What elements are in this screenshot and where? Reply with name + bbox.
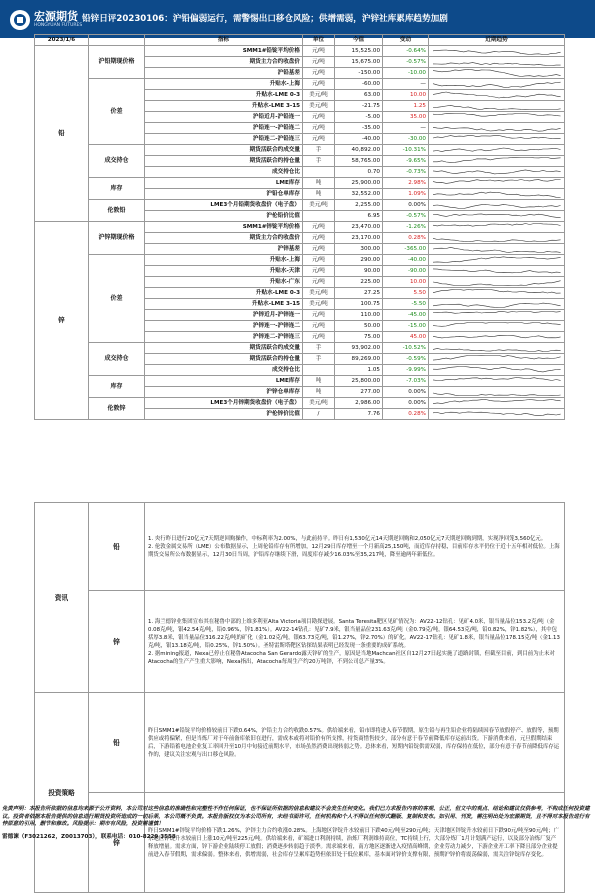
value-cell: 40,892.00 — [335, 144, 383, 155]
change-cell: 10.00 — [383, 89, 429, 100]
trend-line — [433, 289, 561, 293]
unit-cell: 美元/吨 — [303, 89, 335, 100]
news-zinc-item: 1. 海兰德锌业集团宣布其在秘鲁中部的上维多利亚Alta Victoria项目勘探进展。Santa Teresita靶区见矿情况为：AV22-12钻孔：见矿4.0米，银当量品位153.2克/吨（金0.08克/吨，银42.54克/吨，铅0.96%，锌1.81%）。AV22-14钻孔：见矿7.9米，银当量品位231.63克/吨（金0.79克/吨，银64.53克/吨，铅0.82%，锌1.82%），其中包括厚3.8米，银当量品位316.22克/吨的矿化（金1.02克/吨，银63.73克/吨，铅1.27%，锌2.70%）的矿化。AV22-17钻孔：见矿1.8米，银当量品位178.15克/吨（金1.13克/吨，银13.18克/吨，铅0.25%，锌1.50%）。圣特雷斯塔靶区钻探结果表明已经发现一条重要的成矿系统。 — [148, 618, 560, 649]
group-label: 伦敦铅 — [89, 199, 145, 221]
unit-cell: 元/吨 — [303, 221, 335, 232]
trend-cell — [429, 265, 565, 276]
value-cell: 32,552.00 — [335, 188, 383, 199]
unit-cell: 元/吨 — [303, 265, 335, 276]
trend-sparkline — [429, 156, 565, 166]
unit-cell: 元/吨 — [303, 133, 335, 144]
change-cell: -10.52% — [383, 342, 429, 353]
indicator-name: 升贴水-LME 0-3 — [145, 89, 303, 100]
change-cell: 2.98% — [383, 177, 429, 188]
trend-line — [433, 62, 561, 65]
value-cell: 2,986.00 — [335, 397, 383, 408]
unit-cell: 元/吨 — [303, 320, 335, 331]
trend-cell — [429, 254, 565, 265]
company-name-cn: 宏源期货 — [34, 10, 78, 23]
company-logo — [10, 9, 82, 31]
trend-cell — [429, 397, 565, 408]
indicator-name: 成交持仓比 — [145, 364, 303, 375]
table-row — [35, 254, 565, 265]
group-label: 伦敦锌 — [89, 397, 145, 419]
trend-line — [433, 377, 561, 380]
trend-cell — [429, 89, 565, 100]
trend-line — [433, 179, 561, 183]
indicator-name: 沪铅近月-沪铅连一 — [145, 111, 303, 122]
value-cell: 58,765.00 — [335, 155, 383, 166]
unit-cell: 美元/吨 — [303, 199, 335, 210]
change-cell: -1.26% — [383, 221, 429, 232]
indicator-name: SMM1#锌锭平均价格 — [145, 221, 303, 232]
trend-cell — [429, 45, 565, 56]
unit-cell: 元/吨 — [303, 122, 335, 133]
unit-cell: 吨 — [303, 177, 335, 188]
value-cell: 6.95 — [335, 210, 383, 221]
value-cell: 27.25 — [335, 287, 383, 298]
trend-line — [433, 214, 561, 217]
unit-cell: 美元/吨 — [303, 397, 335, 408]
indicator-name: 期货活跃合约成交量 — [145, 144, 303, 155]
trend-sparkline — [429, 376, 565, 386]
trend-cell — [429, 166, 565, 177]
trend-line — [433, 269, 561, 273]
table-row — [35, 78, 565, 89]
unit-cell: 元/吨 — [303, 254, 335, 265]
change-cell: -365.00 — [383, 243, 429, 254]
trend-line — [433, 303, 561, 307]
indicator-name: 沪伦锌价比值 — [145, 408, 303, 419]
value-cell: -60.00 — [335, 78, 383, 89]
trend-sparkline — [429, 233, 565, 243]
trend-cell — [429, 221, 565, 232]
unit-cell: 元/吨 — [303, 78, 335, 89]
unit-cell — [303, 166, 335, 177]
trend-line — [433, 238, 561, 241]
value-cell: -21.75 — [335, 100, 383, 111]
metal-label-zinc: 锌 — [35, 221, 89, 419]
indicator-name: 沪锌仓单库存 — [145, 386, 303, 397]
change-cell: — — [383, 122, 429, 133]
trend-cell — [429, 111, 565, 122]
trend-line — [433, 281, 561, 286]
news-lead-text — [145, 503, 565, 591]
value-cell: 25,900.00 — [335, 177, 383, 188]
news-lead-item: 1. 央行昨日进行20亿元7天期逆回购操作，中标利率为2.00%，与此前持平。昨日有1,530亿元14天期逆回购和2,050亿元7天期逆回购到期，实现净回笼3,560亿元。 — [148, 535, 547, 542]
indicator-name: 期货活跃合约成交量 — [145, 342, 303, 353]
trend-cell — [429, 408, 565, 419]
unit-cell: 手 — [303, 342, 335, 353]
indicator-name: 期货主力合约收盘价 — [145, 232, 303, 243]
indicator-name: 沪铅连一-沪铅连二 — [145, 122, 303, 133]
value-cell: -150.00 — [335, 67, 383, 78]
group-label: 库存 — [89, 177, 145, 199]
news-zinc-row — [35, 591, 565, 693]
market-data-table — [34, 34, 565, 420]
group-label: 沪锌期现价格 — [89, 221, 145, 254]
trend-cell — [429, 364, 565, 375]
trend-cell — [429, 232, 565, 243]
change-cell: -5.50 — [383, 298, 429, 309]
trend-sparkline — [429, 310, 565, 320]
indicator-name: 沪锌近月-沪锌连一 — [145, 309, 303, 320]
value-cell: 23,470.00 — [335, 221, 383, 232]
change-cell: -7.03% — [383, 375, 429, 386]
trend-line — [433, 322, 561, 326]
group-label: 成交持仓 — [89, 144, 145, 177]
trend-cell — [429, 144, 565, 155]
change-cell: -45.00 — [383, 309, 429, 320]
trend-line — [433, 223, 561, 226]
group-label: 价差 — [89, 78, 145, 144]
change-cell: 0.00% — [383, 386, 429, 397]
unit-cell: 吨 — [303, 386, 335, 397]
indicator-name: LME3个月铅期货收盘价（电子盘） — [145, 199, 303, 210]
trend-sparkline — [429, 101, 565, 111]
trend-sparkline — [429, 321, 565, 331]
trend-cell — [429, 100, 565, 111]
trend-sparkline — [429, 46, 565, 56]
report-header — [0, 0, 595, 38]
trend-sparkline — [429, 387, 565, 397]
indicator-name: LME3个月锌期货收盘价（电子盘） — [145, 397, 303, 408]
trend-sparkline — [429, 68, 565, 78]
unit-cell: 元/吨 — [303, 67, 335, 78]
indicator-name: 期货活跃合约持仓量 — [145, 353, 303, 364]
trend-cell — [429, 298, 565, 309]
unit-cell: 美元/吨 — [303, 298, 335, 309]
trend-cell — [429, 199, 565, 210]
indicator-name: 沪铅连二-沪铅连三 — [145, 133, 303, 144]
change-cell: 0.00% — [383, 199, 429, 210]
group-label: 库存 — [89, 375, 145, 397]
news-zinc-text — [145, 591, 565, 693]
trend-sparkline — [429, 79, 565, 89]
strategy-zinc-label: 锌 — [89, 793, 145, 893]
header-unit: 单位 — [303, 35, 335, 46]
indicator-name: 沪铅仓单库存 — [145, 188, 303, 199]
strategy-section-label: 投资策略 — [35, 693, 89, 893]
empty-header-cell — [89, 35, 145, 46]
trend-cell — [429, 177, 565, 188]
table-row — [35, 45, 565, 56]
indicator-name: 沪锌连一-沪锌连二 — [145, 320, 303, 331]
unit-cell: 元/吨 — [303, 243, 335, 254]
indicator-name: 升贴水-天津 — [145, 265, 303, 276]
trend-line — [433, 399, 561, 403]
trend-cell — [429, 133, 565, 144]
indicator-name: 期货活跃合约持仓量 — [145, 155, 303, 166]
trend-sparkline — [429, 123, 565, 133]
indicator-name: 升贴水-LME 3-15 — [145, 100, 303, 111]
change-cell: — — [383, 78, 429, 89]
trend-cell — [429, 243, 565, 254]
trend-line — [433, 157, 561, 162]
trend-line — [433, 148, 561, 152]
trend-line — [433, 192, 561, 197]
group-label: 成交持仓 — [89, 342, 145, 375]
change-cell: -40.00 — [383, 254, 429, 265]
trend-sparkline — [429, 354, 565, 364]
value-cell: 110.00 — [335, 309, 383, 320]
trend-line — [433, 105, 561, 109]
trend-sparkline — [429, 343, 565, 353]
trend-line — [433, 348, 561, 351]
value-cell: 1.05 — [335, 364, 383, 375]
news-zinc-item: 2. 据mining报道，Nexa已停止在秘鲁Atacocha San Gerardo露天锌矿的生产，原因是当地Machcan社区自12月27日起实施了道路封锁，但截至目前，到目前为止未对Atacocha的生产产生重大影响，Nexa指出，Atacocha每周生产约20万吨锌，不到公司总产量3%。 — [148, 650, 555, 665]
table-row — [35, 342, 565, 353]
change-cell: 35.00 — [383, 111, 429, 122]
value-cell: 63.00 — [335, 89, 383, 100]
table-row — [35, 199, 565, 210]
change-cell: -90.00 — [383, 265, 429, 276]
trend-cell — [429, 210, 565, 221]
value-cell: 90.00 — [335, 265, 383, 276]
change-cell: 0.28% — [383, 232, 429, 243]
news-lead-row — [35, 503, 565, 591]
trend-sparkline — [429, 145, 565, 155]
change-cell: -9.65% — [383, 155, 429, 166]
value-cell: 93,902.00 — [335, 342, 383, 353]
report-title: 铅锌日评20230106：沪铅偏弱运行，需警惕出口移仓风险；供增需弱，沪锌社库累库趋势加剧 — [82, 14, 448, 24]
indicator-name: 升贴水-广东 — [145, 276, 303, 287]
value-cell: 2,255.00 — [335, 199, 383, 210]
trend-line — [433, 127, 561, 131]
unit-cell: 元/吨 — [303, 331, 335, 342]
unit-cell: 元/吨 — [303, 56, 335, 67]
indicator-name: 成交持仓比 — [145, 166, 303, 177]
trend-line — [433, 113, 561, 116]
trend-cell — [429, 78, 565, 89]
table-row — [35, 397, 565, 408]
value-cell: 225.00 — [335, 276, 383, 287]
trend-cell — [429, 276, 565, 287]
table-header-row — [35, 35, 565, 46]
change-cell: -10.00 — [383, 67, 429, 78]
trend-line — [433, 170, 561, 174]
change-cell: -0.64% — [383, 45, 429, 56]
change-cell: 10.00 — [383, 276, 429, 287]
trend-sparkline — [429, 134, 565, 144]
value-cell: 290.00 — [335, 254, 383, 265]
value-cell: 300.00 — [335, 243, 383, 254]
indicator-name: 沪伦铅价比值 — [145, 210, 303, 221]
news-lead-item: 2. 伦敦金属交易所（LME）公布数据显示，上周伦铅库存有所增加，12月29日库存增至一个月新高25,150吨，而近库存持稳，目前库存水平仍位于近十五年相对低位。上海期货交易所公布数据显示，12月30日当周，沪铅库存继续下滑，周度库存减少16.03%至35,217吨，降至逾两年新低位。 — [148, 543, 560, 558]
unit-cell: 元/吨 — [303, 276, 335, 287]
trend-cell — [429, 386, 565, 397]
value-cell: 0.70 — [335, 166, 383, 177]
change-cell: 45.00 — [383, 331, 429, 342]
trend-cell — [429, 67, 565, 78]
trend-sparkline — [429, 266, 565, 276]
trend-sparkline — [429, 255, 565, 265]
news-lead-label: 铅 — [89, 503, 145, 591]
value-cell: 100.75 — [335, 298, 383, 309]
date-cell: 2023/1/6 — [35, 35, 89, 46]
change-cell: -0.73% — [383, 166, 429, 177]
trend-cell — [429, 331, 565, 342]
trend-sparkline — [429, 200, 565, 210]
group-label: 沪铅期现价格 — [89, 45, 145, 78]
change-cell: -0.57% — [383, 56, 429, 67]
table-row — [35, 144, 565, 155]
disclaimer: 免责声明：本报告所依据的信息均来源于公开资料，本公司对这些信息的准确性和完整性不作任何保证，也不保证所依据的信息和建议不会发生任何变化。我们已力求报告内容的客观、公正，但文中的观点、结论和建议仅供参考，不构成任何投资建议。投资者依据本报告提供的信息进行期货投资所造成的一切后果，本公司概不负责。本报告版权仅为本公司所有，未经书面许可，任何机构和个人不得以任何形式翻版、复制和发布。如引用、刊发，需注明出处为宏源期货，且不得对本报告进行有悖原意的引用、删节和修改。风险提示：期市有风险，投资需谨慎！ — [2, 806, 590, 828]
change-cell: 0.00% — [383, 397, 429, 408]
trend-cell — [429, 155, 565, 166]
indicator-name: 升贴水-上海 — [145, 254, 303, 265]
unit-cell: 手 — [303, 353, 335, 364]
trend-sparkline — [429, 222, 565, 232]
trend-sparkline — [429, 178, 565, 188]
value-cell: 50.00 — [335, 320, 383, 331]
news-section-label: 资讯 — [35, 503, 89, 693]
value-cell: 7.76 — [335, 408, 383, 419]
change-cell: 0.28% — [383, 408, 429, 419]
company-name-en: HONGYUAN FUTURES — [34, 23, 83, 28]
trend-line — [433, 92, 561, 98]
trend-sparkline — [429, 57, 565, 67]
unit-cell: 元/吨 — [303, 309, 335, 320]
header-change: 变动 — [383, 35, 429, 46]
unit-cell: 手 — [303, 144, 335, 155]
value-cell: 23,170.00 — [335, 232, 383, 243]
change-cell: -0.59% — [383, 353, 429, 364]
trend-sparkline — [429, 167, 565, 177]
value-cell: 15,675.00 — [335, 56, 383, 67]
trend-sparkline — [429, 409, 565, 419]
change-cell: -0.57% — [383, 210, 429, 221]
value-cell: -40.00 — [335, 133, 383, 144]
value-cell: -35.00 — [335, 122, 383, 133]
trend-sparkline — [429, 332, 565, 342]
strategy-lead-row — [35, 693, 565, 793]
indicator-name: 升贴水-LME 0-3 — [145, 287, 303, 298]
trend-cell — [429, 122, 565, 133]
change-cell: -10.31% — [383, 144, 429, 155]
change-cell: 5.50 — [383, 287, 429, 298]
strategy-lead-label: 铅 — [89, 693, 145, 793]
trend-line — [433, 69, 561, 76]
change-cell: -9.99% — [383, 364, 429, 375]
value-cell: 75.00 — [335, 331, 383, 342]
strategy-zinc-text: 昨日SMM1#锌锭平均价格下跌1.26%，沪锌主力合约收涨0.28%。上海地区锌锭升水较前日下跌40元/吨至290元/吨；天津地区锌锭升水较前日下跌90元/吨至90元/吨；广东地区锌锭升水较前日上涨10元/吨至225元/吨。供给端来看，矿端进口利润持续，治炼厂利润维持高位，TC持续上行，大部分炼厂1月计划满产运行，以及部分冶炼厂复产释放增量。需求方面，锌下游企业陆续停工放假；消费逐步转弱趋于淡季。需求端来看，南方地区逐渐进入疫情高峰期，企业劳动力减少，下游企业开工率下降且部分企业提前进入春节假期，需求偏弱。整体来看，供增需弱，社会库存呈累库趋势但依旧处于低位累库，基本面对锌价支撑有限，预期沪锌价将震荡偏弱，需关注锌锭库存变化。 — [145, 793, 565, 893]
unit-cell: 吨 — [303, 188, 335, 199]
change-cell: 1.09% — [383, 188, 429, 199]
trend-line — [433, 135, 561, 138]
trend-sparkline — [429, 189, 565, 199]
trend-cell — [429, 287, 565, 298]
indicator-name: LME库存 — [145, 375, 303, 386]
trend-cell — [429, 320, 565, 331]
trend-line — [433, 257, 561, 263]
trend-line — [433, 204, 561, 208]
trend-cell — [429, 375, 565, 386]
trend-sparkline — [429, 299, 565, 309]
change-cell: -30.00 — [383, 133, 429, 144]
change-cell: 1.25 — [383, 100, 429, 111]
trend-sparkline — [429, 288, 565, 298]
trend-sparkline — [429, 398, 565, 408]
indicator-name: 升贴水-LME 3-15 — [145, 298, 303, 309]
indicator-name: 期货主力合约收盘价 — [145, 56, 303, 67]
trend-cell — [429, 188, 565, 199]
table-row — [35, 177, 565, 188]
trend-line — [433, 393, 561, 396]
table-row — [35, 221, 565, 232]
trend-cell — [429, 56, 565, 67]
indicator-name: 沪铅基差 — [145, 67, 303, 78]
trend-cell — [429, 342, 565, 353]
header-today: 今值 — [335, 35, 383, 46]
trend-sparkline — [429, 112, 565, 122]
news-zinc-label: 锌 — [89, 591, 145, 693]
value-cell: -5.00 — [335, 111, 383, 122]
group-label: 价差 — [89, 254, 145, 342]
trend-line — [433, 412, 561, 416]
trend-cell — [429, 309, 565, 320]
indicator-name: 沪锌基差 — [145, 243, 303, 254]
unit-cell — [303, 364, 335, 375]
unit-cell: 手 — [303, 155, 335, 166]
logo-icon — [10, 10, 30, 30]
metal-label-lead: 铅 — [35, 45, 89, 221]
trend-line — [433, 355, 561, 360]
trend-sparkline — [429, 277, 565, 287]
table-row — [35, 375, 565, 386]
trend-line — [433, 335, 561, 338]
trend-line — [433, 311, 561, 313]
unit-cell: 元/吨 — [303, 232, 335, 243]
trend-line — [433, 247, 561, 252]
trend-line — [433, 366, 561, 371]
change-cell: -15.00 — [383, 320, 429, 331]
trend-sparkline — [429, 365, 565, 375]
trend-sparkline — [429, 244, 565, 254]
trend-line — [433, 50, 561, 55]
unit-cell: 美元/吨 — [303, 100, 335, 111]
trend-sparkline — [429, 90, 565, 100]
value-cell: 25,800.00 — [335, 375, 383, 386]
trend-line — [433, 82, 561, 87]
trend-sparkline — [429, 211, 565, 221]
indicator-name: 沪锌连二-沪锌连三 — [145, 331, 303, 342]
indicator-name: 升贴水-上海 — [145, 78, 303, 89]
strategy-lead-text: 昨日SMM1#铅锭平均价格较前日下跌0.64%，沪铅主力合约收跌0.57%。供给端来看，铅市即将进入春节假期，原生铅与再生铅企业将陆续因春节放假停产、放假等，预期供应或将偏紧，但是当炼厂对于年前备库依旧在进行，需成本或将对铅价有所支撑，持货商惜售较少，部分有意于春节前降低库存运前出货。下游消费来看，元旦假期结束后，下游铅蓄电池企业复工率回升至10月中旬接近前期水平，市场虽然消费出现转弱之势。总体来看，短期内铅锭供需双弱，库存保持在低位，部分有意于春节前降低库存运作的，建议关注宏观与出口移仓风险。 — [145, 693, 565, 793]
unit-cell: 元/吨 — [303, 45, 335, 56]
value-cell: 89,269.00 — [335, 353, 383, 364]
header-trend: 近期趋势 — [429, 35, 565, 46]
unit-cell: 美元/吨 — [303, 287, 335, 298]
header-indicator: 指标 — [145, 35, 303, 46]
indicator-name: LME库存 — [145, 177, 303, 188]
unit-cell — [303, 210, 335, 221]
unit-cell: 吨 — [303, 375, 335, 386]
unit-cell: 元/吨 — [303, 111, 335, 122]
indicator-name: SMM1#铅锭平均价格 — [145, 45, 303, 56]
trend-cell — [429, 353, 565, 364]
unit-cell: / — [303, 408, 335, 419]
value-cell: 277.00 — [335, 386, 383, 397]
analyst-contact: 雷德谏（F3021262，Z0013703），联系电话：010-8229 3558 — [2, 834, 176, 840]
value-cell: 15,525.00 — [335, 45, 383, 56]
